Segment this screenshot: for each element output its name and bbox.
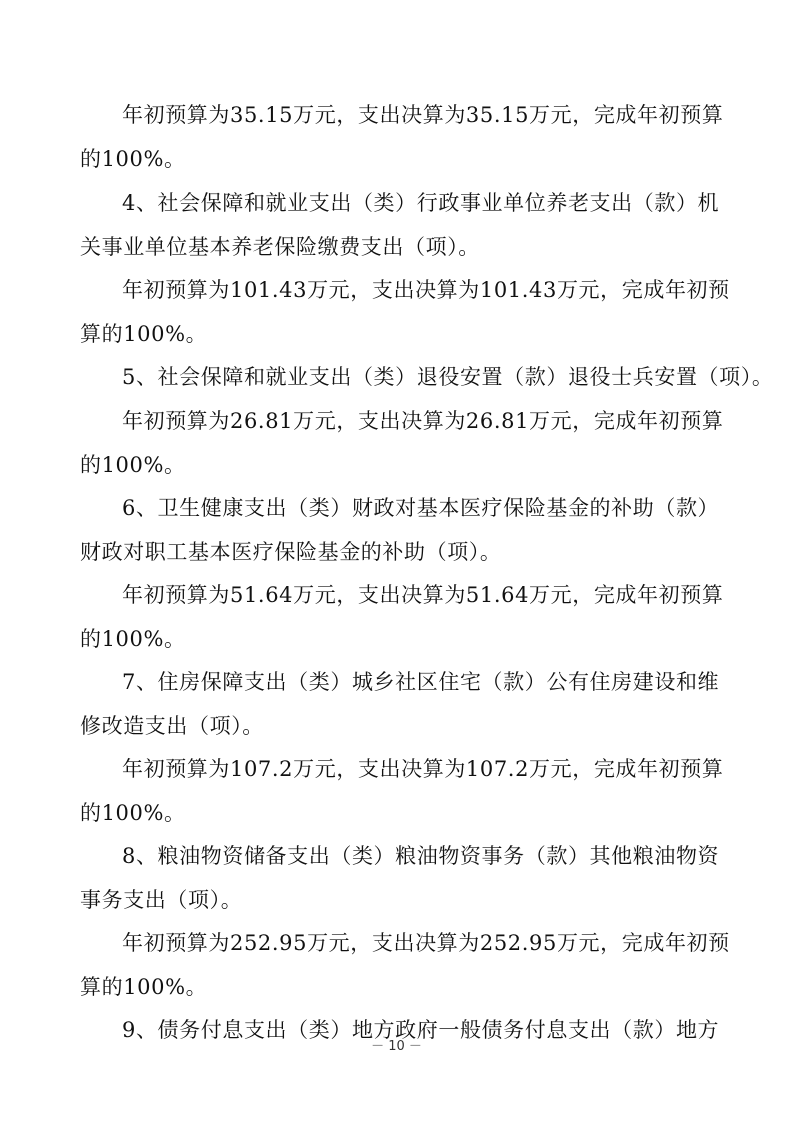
text-line: 算的100%。 — [80, 322, 208, 346]
text-line: 年初预算为51.64万元，支出决算为51.64万元，完成年初预算 — [122, 583, 724, 607]
text-line: 事务支出（项）。 — [80, 888, 243, 912]
text-line: 7、住房保障支出（类）城乡社区住宅（款）公有住房建设和维 — [122, 670, 720, 694]
text-line: 6、卫生健康支出（类）财政对基本医疗保险基金的补助（款） — [122, 496, 720, 520]
text-line: 年初预算为35.15万元，支出决算为35.15万元，完成年初预算 — [122, 103, 724, 127]
text-line: 年初预算为101.43万元，支出决算为101.43万元，完成年初预 — [122, 278, 730, 302]
text-line: 的100%。 — [80, 801, 186, 825]
text-line: 年初预算为252.95万元，支出决算为252.95万元，完成年初预 — [122, 931, 730, 955]
text-line: 8、粮油物资储备支出（类）粮油物资事务（款）其他粮油物资 — [122, 844, 720, 868]
text-line: 算的100%。 — [80, 975, 208, 999]
text-line: 4、社会保障和就业支出（类）行政事业单位养老支出（款）机 — [122, 191, 720, 215]
text-line: 年初预算为107.2万元，支出决算为107.2万元，完成年初预算 — [122, 757, 724, 781]
text-line: 财政对职工基本医疗保险基金的补助（项）。 — [80, 540, 502, 564]
text-line: 的100%。 — [80, 627, 186, 651]
text-line: 年初预算为26.81万元，支出决算为26.81万元，完成年初预算 — [122, 409, 724, 433]
page-number: － 10 － — [371, 1039, 422, 1054]
text-line: 修改造支出（项）。 — [80, 714, 264, 738]
text-line: 的100%。 — [80, 147, 186, 171]
text-line: 的100%。 — [80, 453, 186, 477]
text-line: 关事业单位基本养老保险缴费支出（项）。 — [80, 235, 480, 259]
text-line: 9、债务付息支出（类）地方政府一般债务付息支出（款）地方 — [122, 1018, 720, 1042]
text-line: 5、社会保障和就业支出（类）退役安置（款）退役士兵安置（项）。 — [122, 365, 774, 389]
